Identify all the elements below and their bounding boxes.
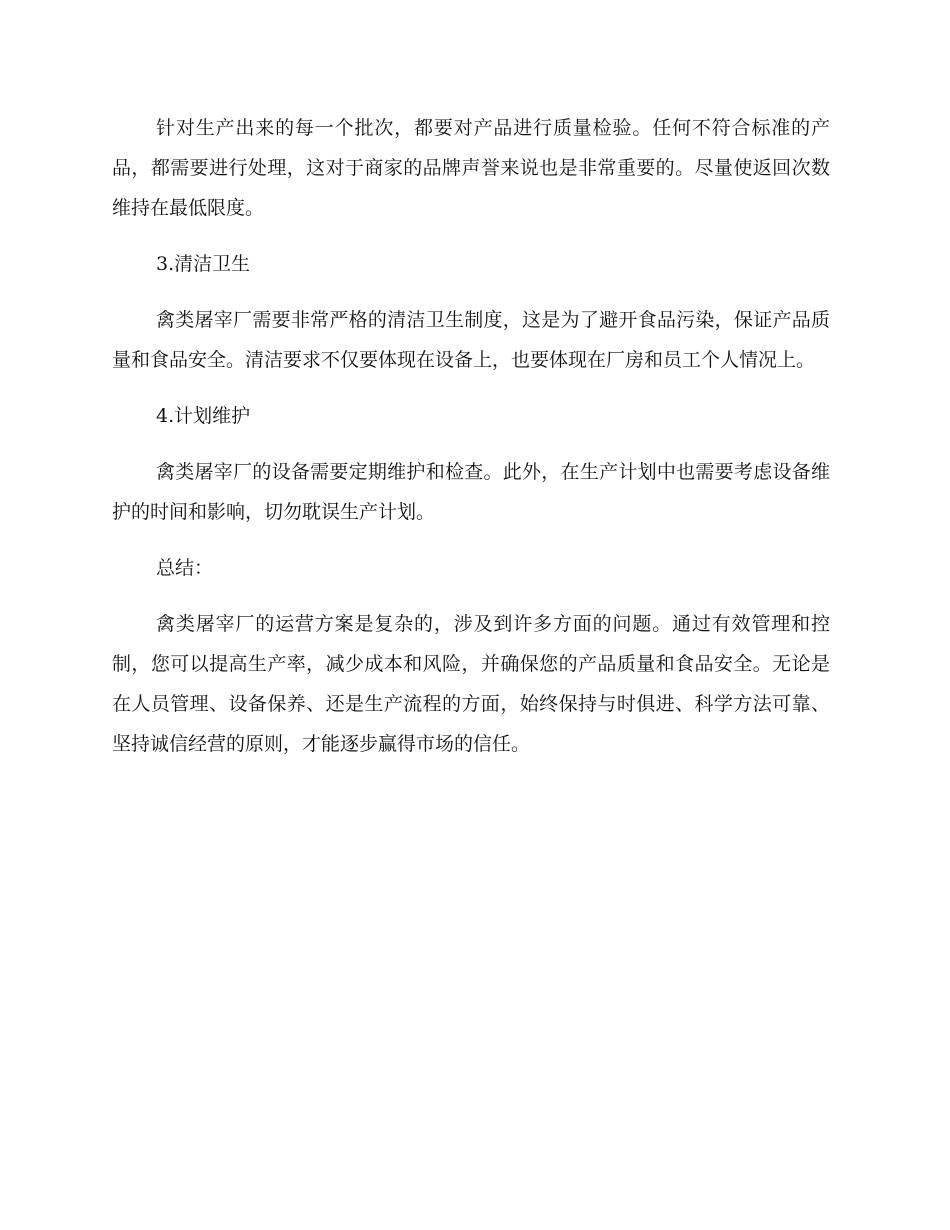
paragraph-maintenance: 禽类屠宰厂的设备需要定期维护和检查。此外，在生产计划中也需要考虑设备维护的时间和影响，切勿耽误生产计划。 xyxy=(112,461,830,523)
paragraph-summary: 禽类屠宰厂的运营方案是复杂的，涉及到许多方面的问题。通过有效管理和控制，您可以提高生产率，减少成本和风险，并确保您的产品质量和食品安全。无论是在人员管理、设备保养、还是生产流程的方面，始终保持与时俱进、科学方法可靠、坚持诚信经营的原则，才能逐步赢得市场的信任。 xyxy=(112,613,830,755)
section-heading-maintenance: 4.计划维护 xyxy=(156,405,251,427)
section-heading-summary: 总结： xyxy=(156,557,214,579)
paragraph-quality-inspection: 针对生产出来的每一个批次，都要对产品进行质量检验。任何不符合标准的产品，都需要进行处理，这对于商家的品牌声誉来说也是非常重要的。尽量使返回次数维持在最低限度。 xyxy=(112,117,830,219)
document-body xyxy=(112,108,830,780)
paragraph-cleaning: 禽类屠宰厂需要非常严格的清洁卫生制度，这是为了避开食品污染，保证产品质量和食品安全。清洁要求不仅要体现在设备上，也要体现在厂房和员工个人情况上。 xyxy=(112,309,830,371)
section-heading-cleaning: 3.清洁卫生 xyxy=(156,253,251,275)
